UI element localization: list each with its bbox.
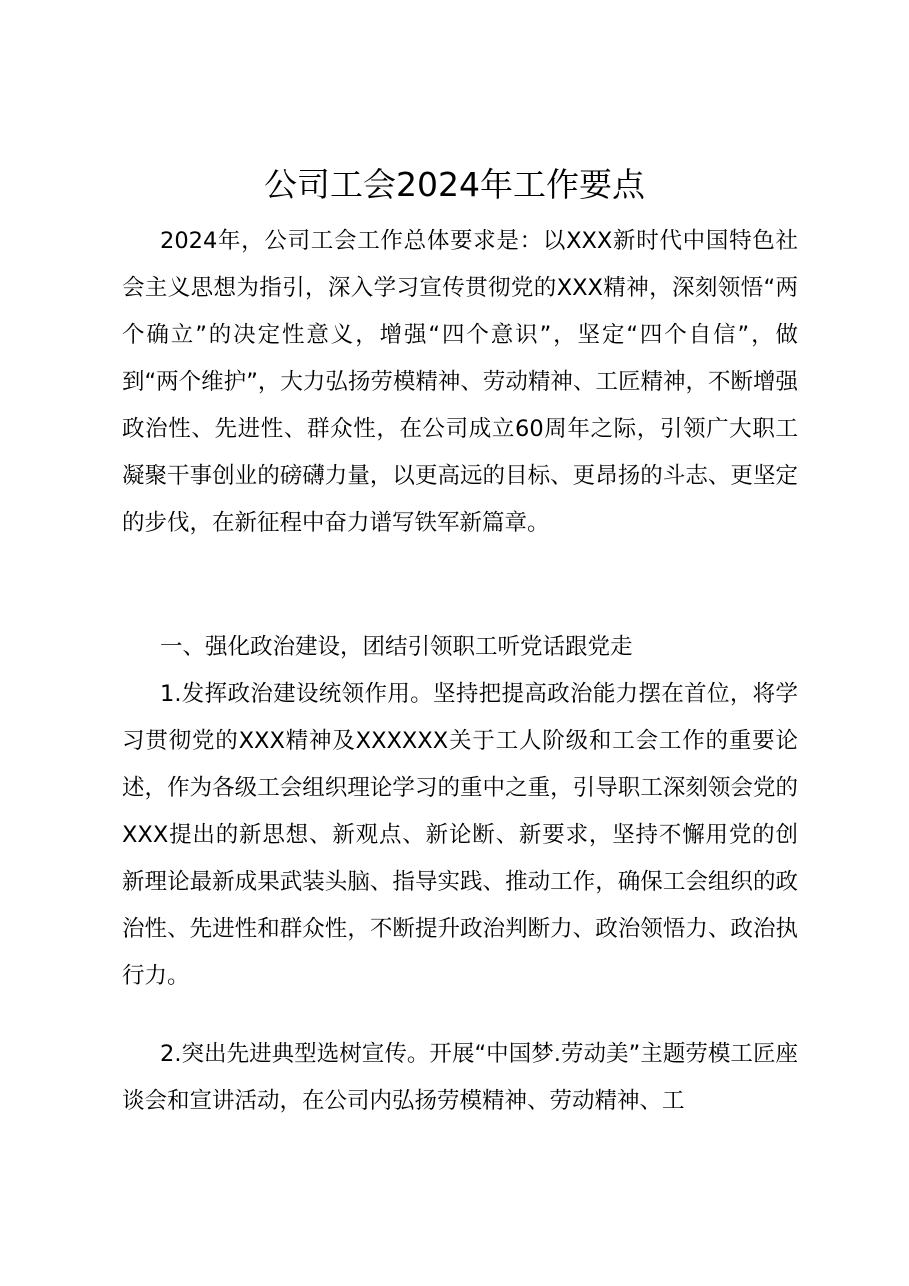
intro-paragraph: 2024年，公司工会工作总体要求是：以XXX新时代中国特色社会主义思想为指引，深入学习宣传贯彻党的XXX精神，深刻领悟“两个确立”的决定性意义，增强“四个意识”，坚定“四个自信”，做到“两个维护”，大力弘扬劳模精神、劳动精神、工匠精神，不断增强政治性、先进性、群众性，在公司成立60周年之际，引领广大职工凝聚干事创业的磅礴力量，以更高远的目标、更昂扬的斗志、更坚定的步伐，在新征程中奋力谱写铁军新篇章。 xyxy=(122,228,798,536)
document-title: 公司工会2024年工作要点 xyxy=(264,165,645,204)
section-item-2: 2.突出先进典型选树宣传。开展“中国梦.劳动美”主题劳模工匠座谈会和宣讲活动，在公司内弘扬劳模精神、劳动精神、工 xyxy=(122,1041,798,1114)
section-heading-1: 一、强化政治建设，团结引领职工听党话跟党走 xyxy=(160,634,633,660)
section-item-1: 1.发挥政治建设统领作用。坚持把提高政治能力摆在首位，将学习贯彻党的XXX精神及XXXXXX关于工人阶级和工会工作的重要论述，作为各级工会组织理论学习的重中之重，引导职工深刻领会党的XXX提出的新思想、新观点、新论断、新要求，坚持不懈用党的创新理论最新成果武装头脑、指导实践、推动工作，确保工会组织的政治性、先进性和群众性，不断提升政治判断力、政治领悟力、政治执行力。 xyxy=(122,681,798,989)
